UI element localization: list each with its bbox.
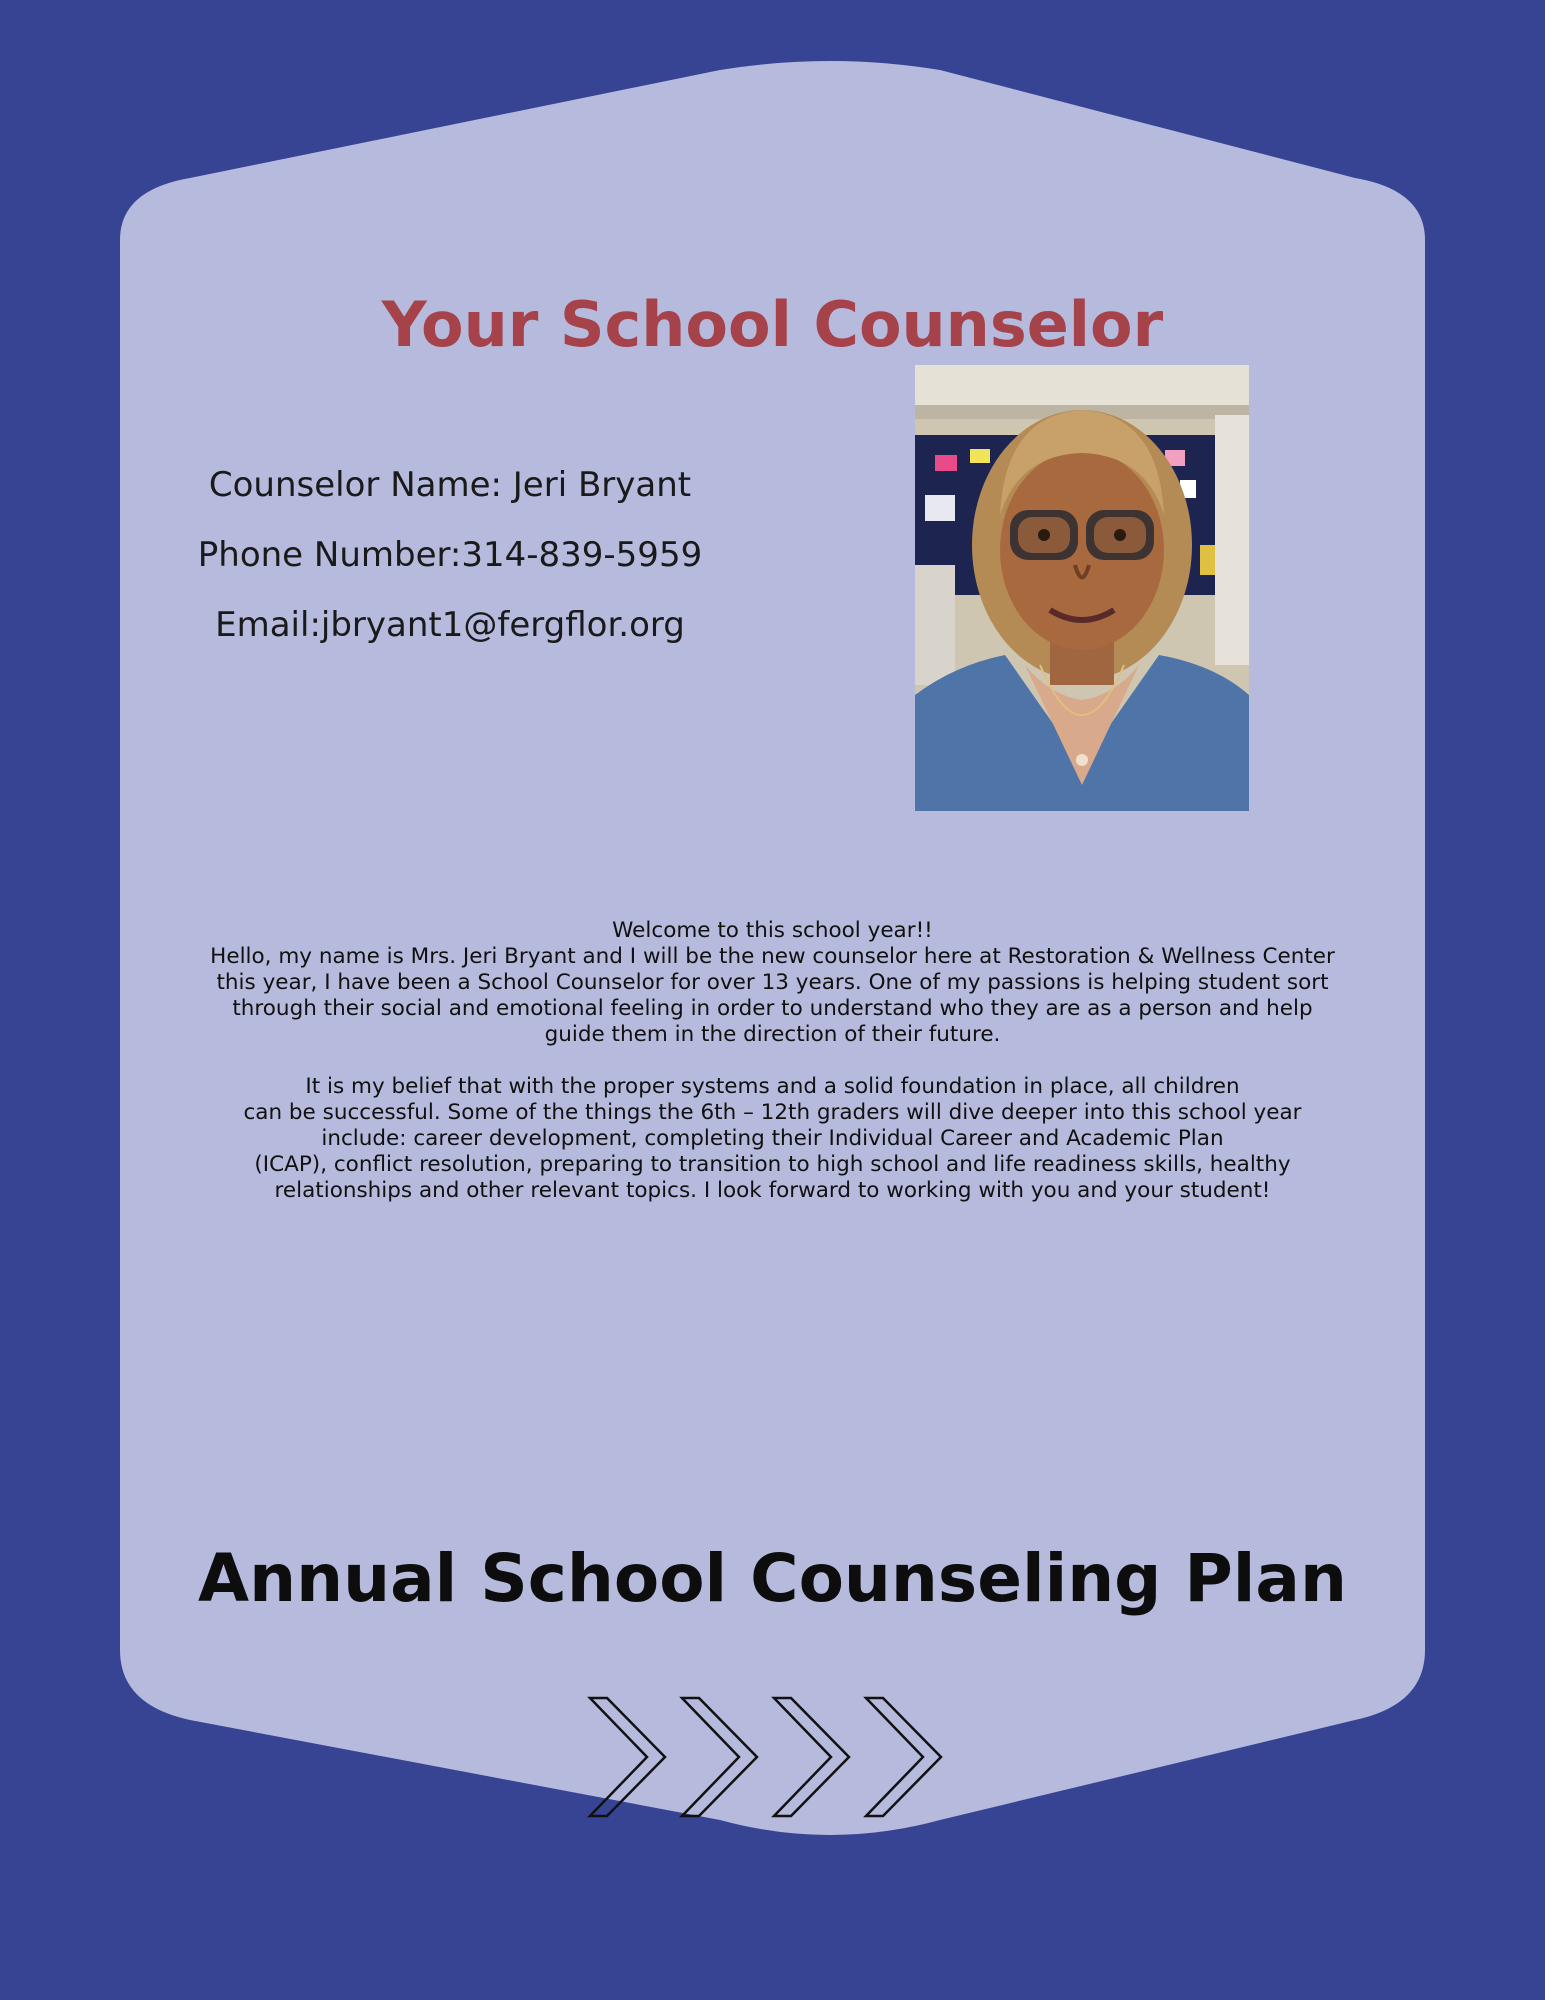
letter-greeting: Welcome to this school year!! <box>612 918 933 943</box>
letter-line: can be successful. Some of the things the 6th – 12th graders will dive deeper into this school year <box>243 1100 1302 1125</box>
chevron-right-icon <box>866 1698 941 1816</box>
chevron-right-icon <box>774 1698 849 1816</box>
counselor-name: Counselor Name: Jeri Bryant <box>208 465 692 505</box>
counselor-phone: Phone Number:314-839-5959 <box>197 535 703 575</box>
letter-line: (ICAP), conflict resolution, preparing to transition to high school and life readiness skills, healthy <box>254 1152 1291 1177</box>
chevron-right-icon <box>585 1695 945 1820</box>
plan-title: Annual School Counseling Plan <box>198 1540 1347 1617</box>
chevron-right-icon <box>590 1698 665 1816</box>
page-title: Your School Counselor <box>381 288 1164 361</box>
letter-line: include: career development, completing their Individual Career and Academic Plan <box>321 1126 1224 1151</box>
letter-line: relationships and other relevant topics. I look forward to working with you and your student! <box>274 1178 1271 1203</box>
counselor-photo <box>915 365 1249 811</box>
welcome-letter <box>140 918 1405 1204</box>
counselor-email: Email:jbryant1@fergflor.org <box>215 605 685 645</box>
letter-line: through their social and emotional feeling in order to understand who they are as a person and help <box>232 996 1313 1021</box>
chevron-right-icon <box>682 1698 757 1816</box>
letter-line: It is my belief that with the proper systems and a solid foundation in place, all children <box>305 1074 1240 1099</box>
letter-line: this year, I have been a School Counselor for over 13 years. One of my passions is helping student sort <box>216 970 1329 995</box>
letter-line: guide them in the direction of their future. <box>544 1022 1001 1047</box>
letter-line: Hello, my name is Mrs. Jeri Bryant and I will be the new counselor here at Restoration & Wellness Center <box>210 944 1335 969</box>
